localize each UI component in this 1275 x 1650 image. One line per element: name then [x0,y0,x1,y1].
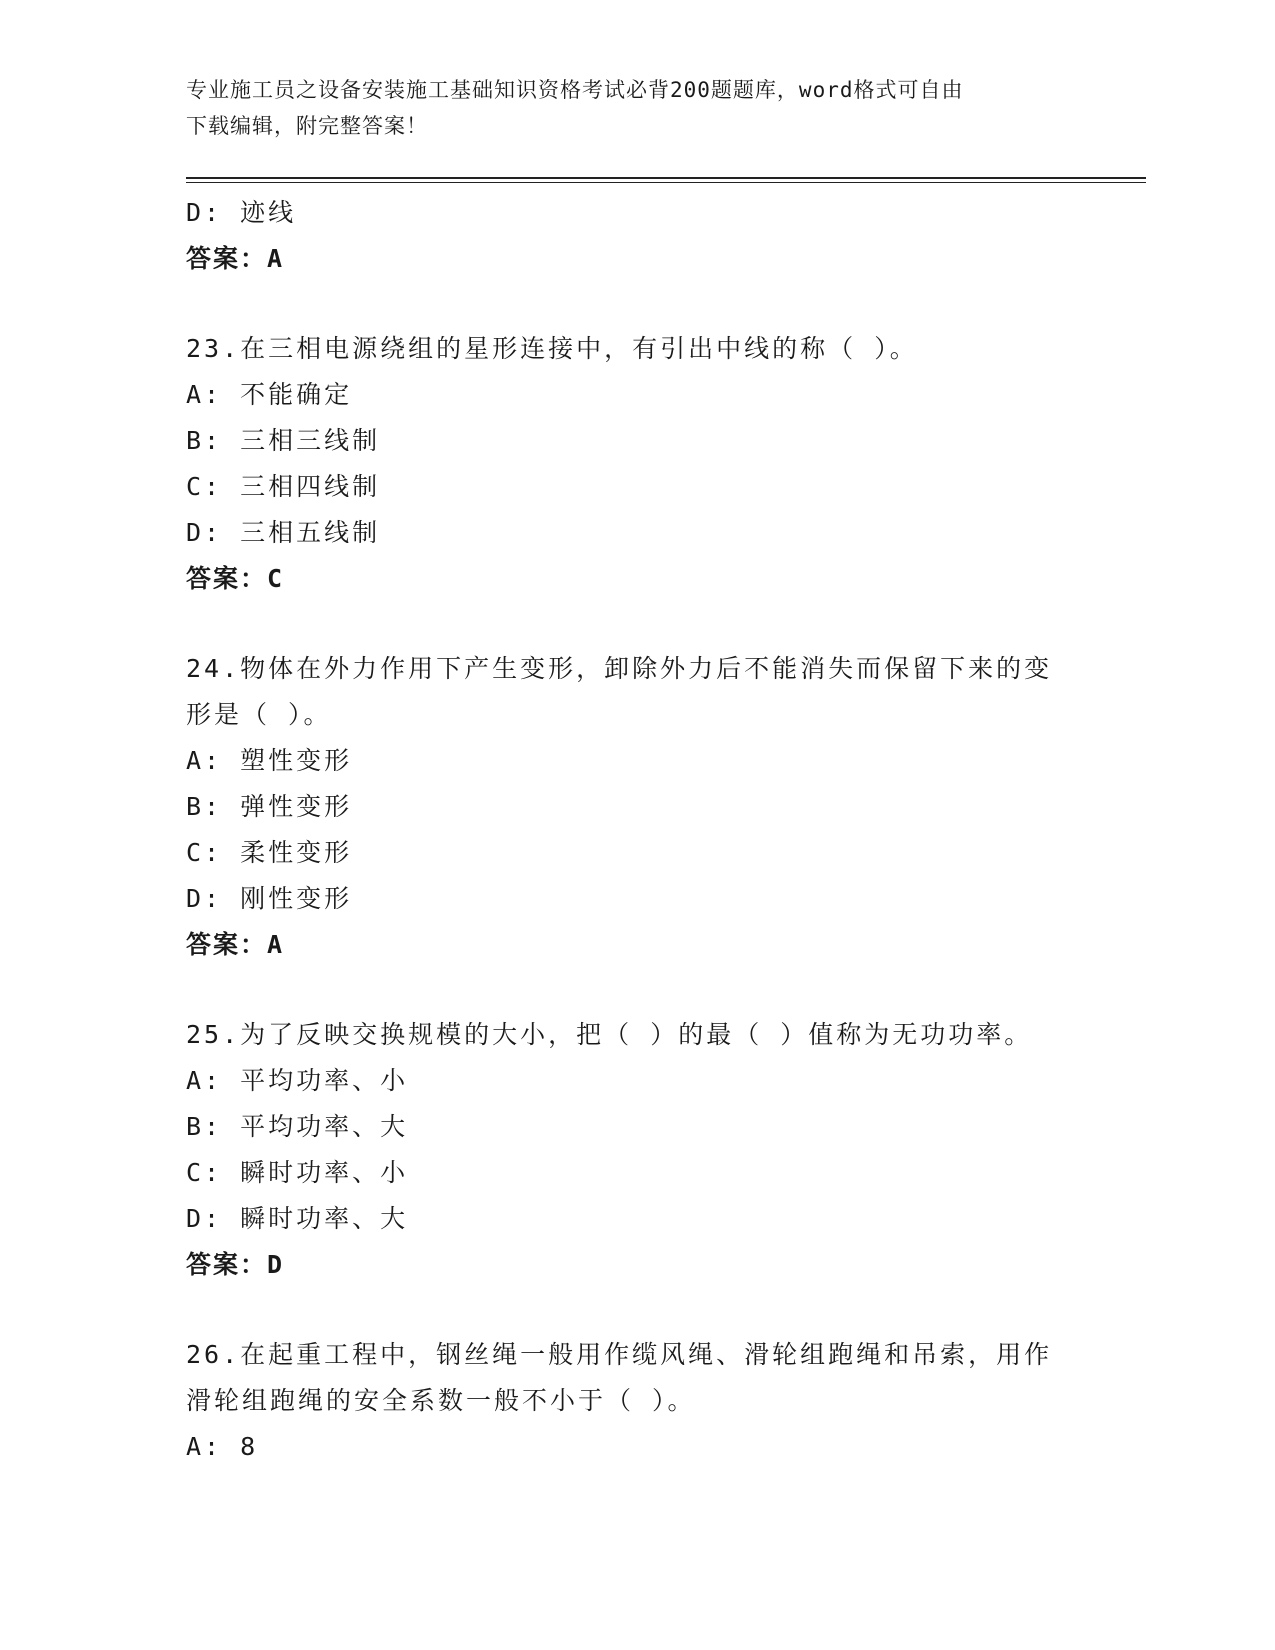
option-c: C: 柔性变形 [186,838,353,867]
answer: 答案：A [186,930,285,959]
option-d: D: 三相五线制 [186,518,381,547]
option-c: C: 瞬时功率、小 [186,1158,409,1187]
option-d: D: 刚性变形 [186,884,353,913]
option-a: A: 塑性变形 [186,746,353,775]
header-line-2: 下载编辑，附完整答案！ [186,114,428,138]
question-23 [186,326,1086,602]
answer: 答案：C [186,564,285,593]
question-25 [186,1012,1086,1288]
question-stem-line-2: 滑轮组跑绳的安全系数一般不小于（ ）。 [186,1386,696,1415]
document-header [186,72,1066,144]
question-26 [186,1332,1086,1470]
option-b: B: 三相三线制 [186,426,381,455]
question-24 [186,646,1086,968]
question-stem-line-1: 24.物体在外力作用下产生变形，卸除外力后不能消失而保留下来的变 [186,654,1053,683]
option-d: D: 瞬时功率、大 [186,1204,409,1233]
option-b: B: 平均功率、大 [186,1112,409,1141]
option-b: B: 弹性变形 [186,792,353,821]
answer: 答案：D [186,1250,285,1279]
option-a: A: 8 [186,1432,259,1461]
prev-answer: 答案：A [186,244,285,273]
header-divider-thick [186,177,1146,179]
header-divider-thin [186,182,1146,183]
question-stem: 25.为了反映交换规模的大小，把（ ）的最（ ）值称为无功功率。 [186,1020,1033,1049]
prev-option-d: D: 迹线 [186,198,297,227]
question-list [186,190,1086,1470]
question-stem-line-1: 26.在起重工程中，钢丝绳一般用作缆风绳、滑轮组跑绳和吊索，用作 [186,1340,1053,1369]
option-c: C: 三相四线制 [186,472,381,501]
header-line-1: 专业施工员之设备安装施工基础知识资格考试必背200题题库，word格式可自由 [186,78,964,102]
option-a: A: 平均功率、小 [186,1066,409,1095]
question-stem: 23.在三相电源绕组的星形连接中，有引出中线的称（ ）。 [186,334,918,363]
question-stem-line-2: 形是（ ）。 [186,700,332,729]
option-a: A: 不能确定 [186,380,353,409]
